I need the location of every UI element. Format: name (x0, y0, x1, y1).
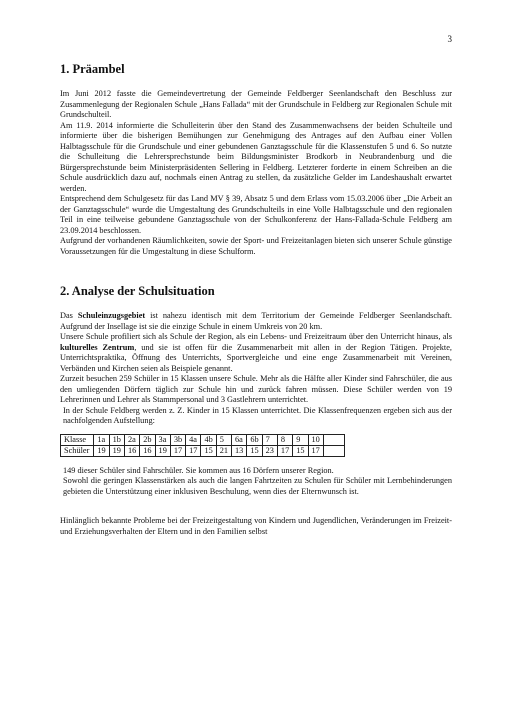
table-cell-students: 13 (232, 445, 247, 456)
paragraph-klassenfrequenzen: In der Schule Feldberg werden z. Z. Kinder in 15 Klassen unterrichtet. Die Klassenfrequenzen ergeben sich aus der nachfolgenden Aufstellung: (63, 405, 452, 425)
table-cell-students: 17 (186, 445, 201, 456)
bold-schuleinzugsgebiet: Schuleinzugsgebiet (77, 311, 146, 320)
table-row-label: Schüler (61, 445, 94, 456)
paragraph-schuelerzahl: Zurzeit besuchen 259 Schüler in 15 Klassen unsere Schule. Mehr als die Hälfte aller Kinder sind Fahrschüler, die aus den umliegenden Dörfern täglich zur Schule hin und zurück fahren müssen. Diese Schüler werden von 19 Lehrerinnen und Lehrer als Stammpersonal und 3 Gastlehrern unterrichtet. (60, 374, 452, 404)
bold-kulturelles-zentrum: kulturelles Zentrum (60, 342, 135, 352)
table-cell-class: 3b (170, 434, 185, 445)
table-cell-class: 4b (201, 434, 216, 445)
table-cell-empty (323, 434, 344, 445)
table-cell-students: 15 (293, 445, 308, 456)
table-cell-class: 10 (308, 434, 323, 445)
table-cell-students: 23 (262, 445, 277, 456)
table-cell-class: 4a (186, 434, 201, 445)
table-cell-students: 19 (94, 445, 109, 456)
table-cell-class: 6a (232, 434, 247, 445)
table-cell-students: 21 (216, 445, 231, 456)
section-1-title: 1. Präambel (60, 62, 125, 76)
table-cell-class: 1a (94, 434, 109, 445)
table-cell-students: 16 (124, 445, 139, 456)
page-number: 3 (447, 34, 452, 44)
table-cell-students: 17 (170, 445, 185, 456)
table-cell-students: 15 (201, 445, 216, 456)
paragraph-inklusion: Sowohl die geringen Klassenstärken als auch die langen Fahrtzeiten zu Schulen für Schüler mit Lernbehinderungen gebieten die Unterstützung einer inklusiven Beschulung, wenn dies der Elternwunsch ist. (63, 476, 452, 496)
paragraph-beschluss: Im Juni 2012 fasste die Gemeindevertretung der Gemeinde Feldberger Seenlandschaft den Beschluss zur Zusammenlegung der Regionalen Schule „Hans Fallada“ mit der Grundschule in Feldberg zur Regionalen Schule mit Grundschulteil. (60, 89, 452, 119)
table-cell-students: 16 (140, 445, 155, 456)
paragraph-schulgesetz: Entsprechend dem Schulgesetz für das Land MV § 39, Absatz 5 und dem Erlass vom 15.03.2006 über „Die Arbeit an der Ganztagsschule“ wurde die Umgestaltung des Grundschulteils in eine Volle Halbtagsschule und den regionalen Teil in eine teilweise gebundene Ganztagsschule von der Schulkonferenz der Hans-Fallada-Schule Feldberg am 23.09.2014 beschlossen. (60, 194, 452, 235)
table-cell-students: 19 (109, 445, 124, 456)
paragraph-fahrschueler: 149 dieser Schüler sind Fahrschüler. Sie kommen aus 16 Dörfern unserer Region. (63, 465, 334, 475)
class-size-table (60, 434, 345, 457)
paragraph-einzugsgebiet: Das Schuleinzugsgebiet ist nahezu identisch mit dem Territorium der Gemeinde Feldberger Seenlandschaft. Aufgrund der Insellage ist sie die einzige Schule in einem Umkreis von 20 km. (60, 311, 452, 331)
table-cell-class: 9 (293, 434, 308, 445)
paragraph-information: Am 11.9. 2014 informierte die Schulleiterin über den Stand des Zusammenwachsens der beiden Schulteile und informierte über die bisherigen Bemühungen zur Genehmigung des Antrages auf den Aufbau einer Vollen Halbtagsschule für die Grundschule und einer gebundenen Ganztagsschule für die Klassenstufen 5 und 6. So nutzte die Schulleitung die Lehrersprechstunde beim Bildungsminister Brodkorb in Neubrandenburg und die Bürgersprechstunde beim Ministerpräsidenten Sellering in Feldberg. Letzterer forderte in einem Schreiben an die Schule ausdrücklich dazu auf, nochmals einen Antrag zu stellen, da zusätzliche Gelder im Landeshaushalt erwartet werden. (60, 120, 452, 193)
table-cell-class: 5 (216, 434, 231, 445)
table-cell-class: 1b (109, 434, 124, 445)
table-cell-class: 2a (124, 434, 139, 445)
table-cell-class: 6b (247, 434, 262, 445)
table-row-label: Klasse (61, 434, 94, 445)
paragraph-raeumlichkeiten: Aufgrund der vorhandenen Räumlichkeiten, sowie der Sport- und Freizeitanlagen bieten sich unserer Schule günstige Voraussetzungen für die Umgestaltung in diese Schulform. (60, 236, 452, 256)
table-cell-students: 17 (277, 445, 292, 456)
table-cell-students: 19 (155, 445, 170, 456)
table-cell-class: 3a (155, 434, 170, 445)
table-cell-students: 17 (308, 445, 323, 456)
page-content (60, 62, 452, 537)
paragraph-profil: Unsere Schule profiliert sich als Schule der Region, als ein Lebens- und Freizeitraum über den Unterricht hinaus, als kulturelles Zentrum, und sie ist offen für die Zusammenarbeit mit allen in der Region Tätigen. Projekte, Unterrichtspraktika, Öffnung des Unterrichts, Sportvergleiche und eine enge Zusammenarbeit mit Vereinen, Verbänden und Kirchen seien als Beispiele genannt. (60, 332, 452, 373)
table-cell-class: 7 (262, 434, 277, 445)
table-row-students (61, 445, 345, 456)
table-cell-class: 2b (140, 434, 155, 445)
table-cell-students: 15 (247, 445, 262, 456)
table-cell-class: 8 (277, 434, 292, 445)
paragraph-freizeitgestaltung: Hinlänglich bekannte Probleme bei der Freizeitgestaltung von Kindern und Jugendlichen, Veränderungen im Freizeit- und Erziehungsverhalten der Eltern und in den Familien selbst (60, 516, 452, 536)
table-cell-empty (323, 445, 344, 456)
section-2-title: 2. Analyse der Schulsituation (60, 284, 215, 298)
table-row-classes (61, 434, 345, 445)
